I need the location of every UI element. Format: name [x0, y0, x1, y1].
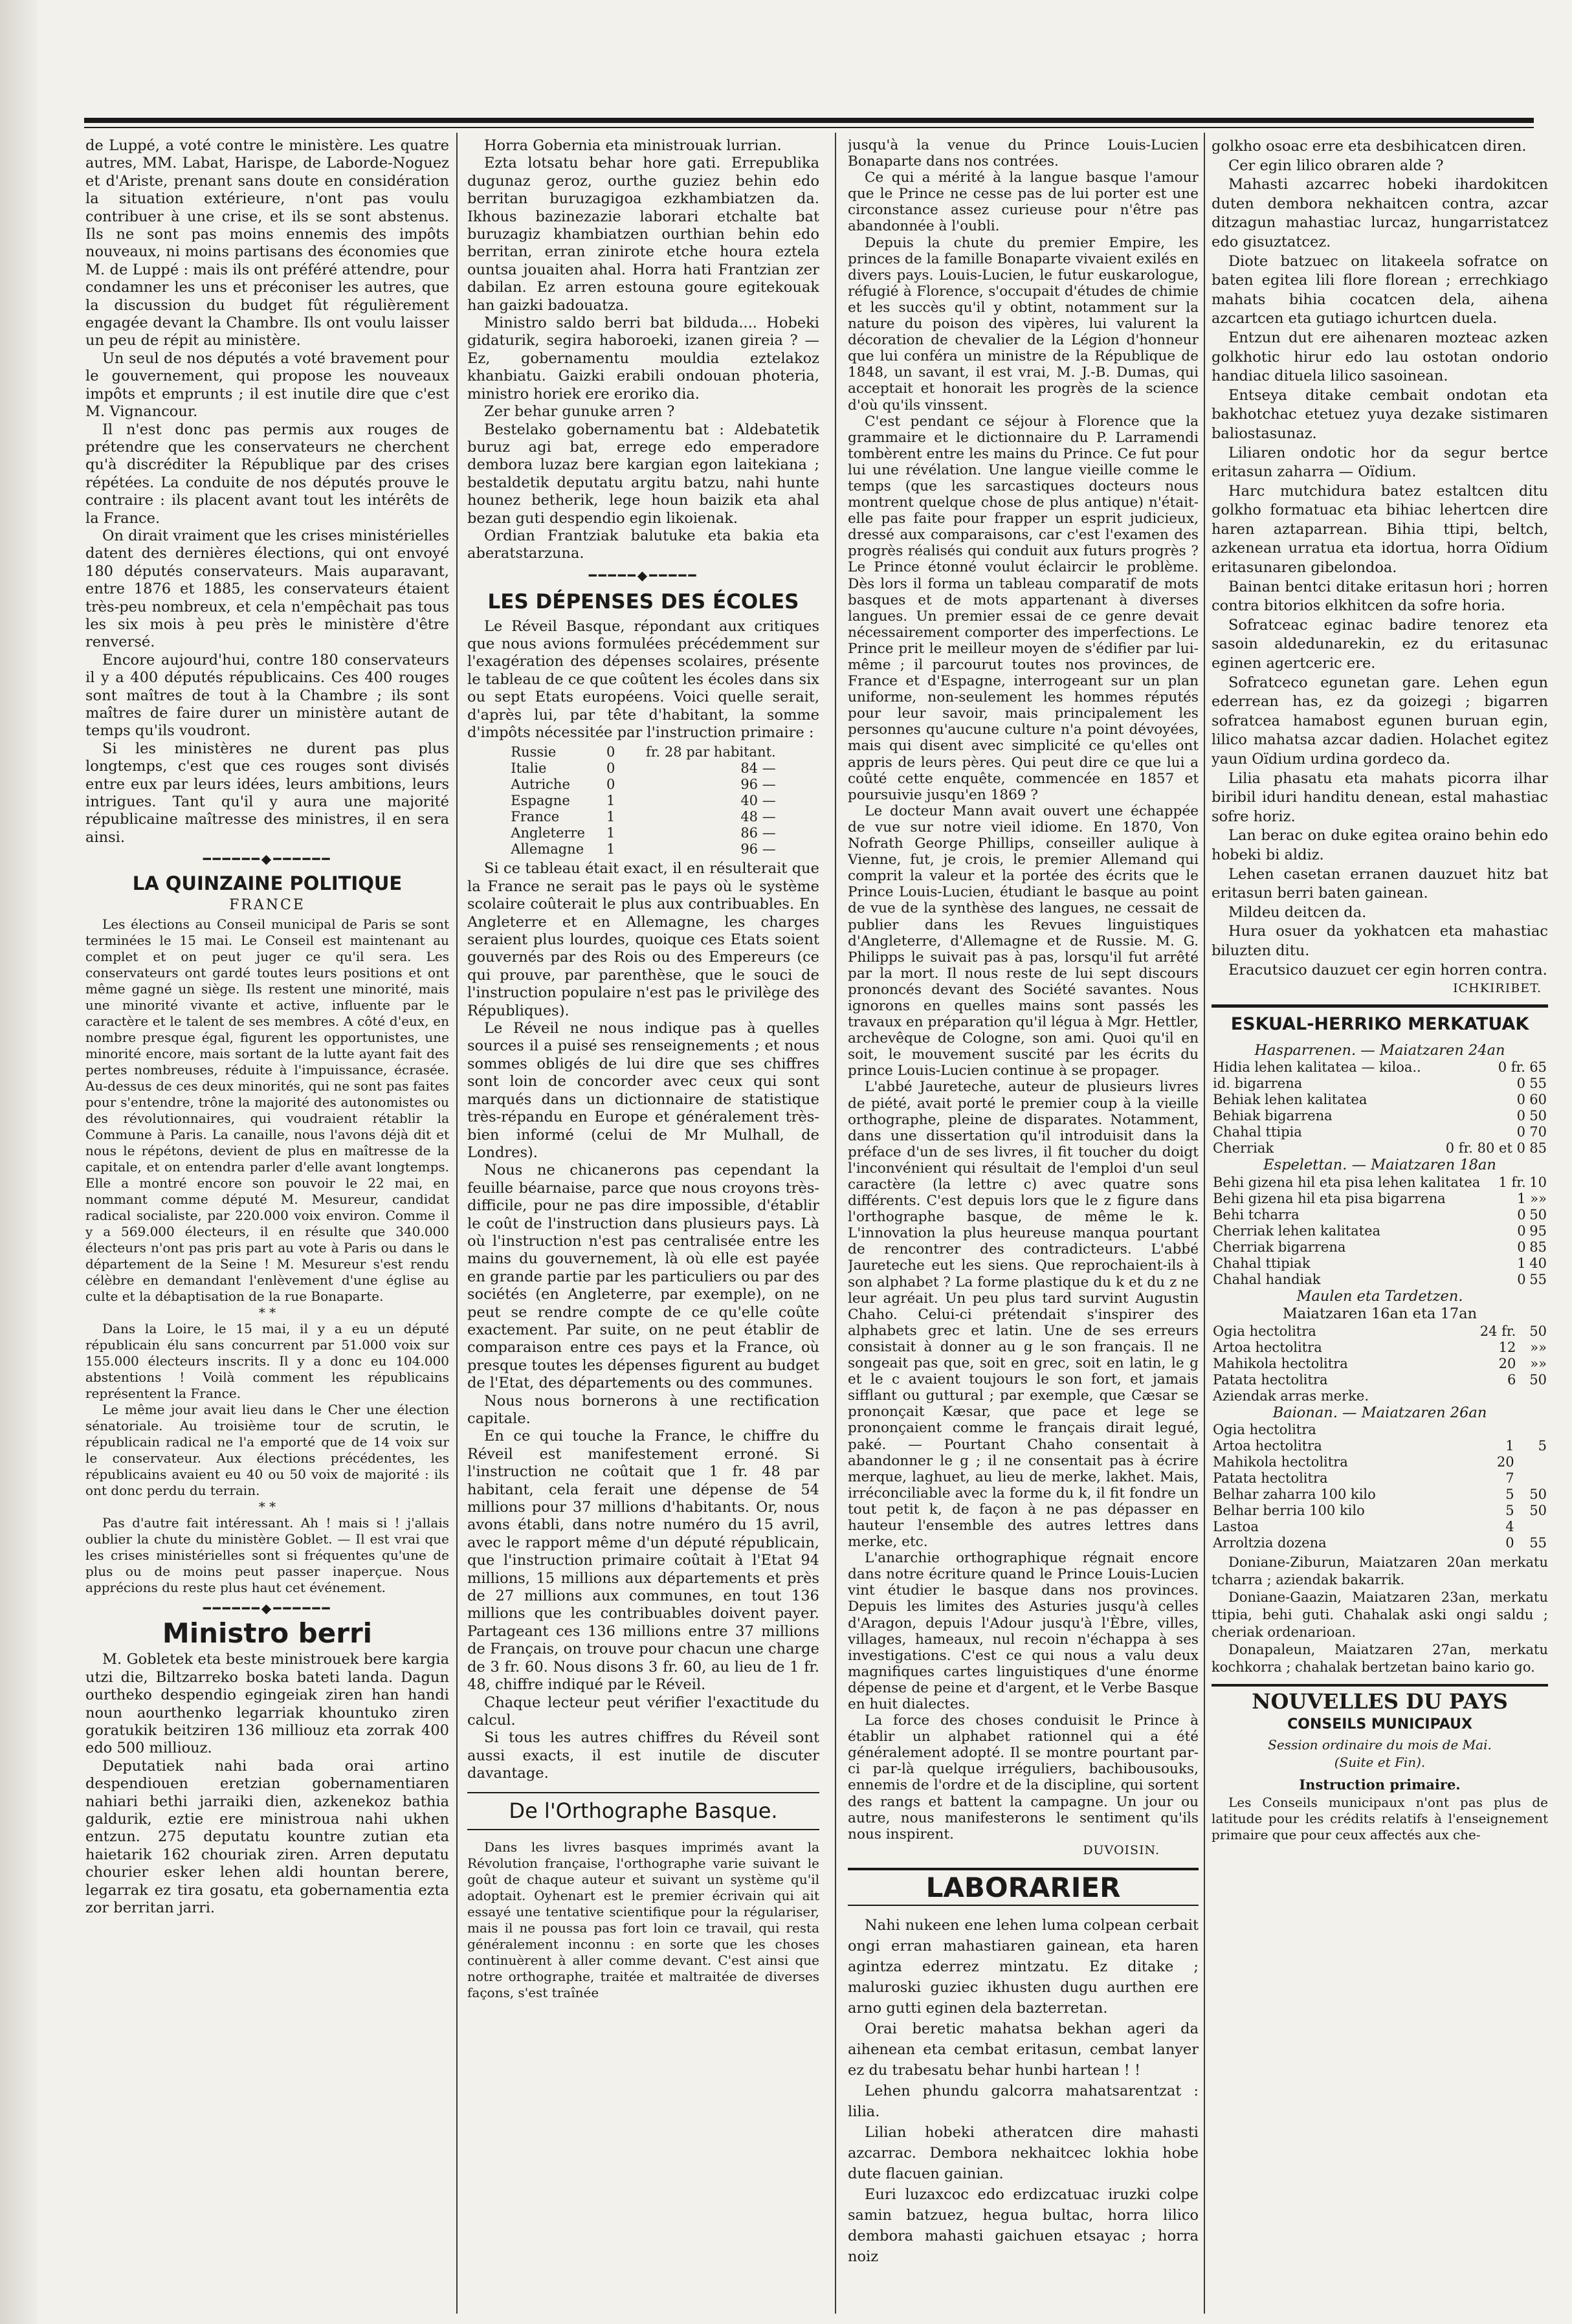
article-text: Deputatiek nahi bada orai artino despendiouen eretzian gobernamentiaren nahiari bethi jarraiki dien, azkenekoz bathia galdurik, eztie ere ministroua nahi ukhen entzun. 275 deputatu kountre zutian eta haietarik 162 chouriak ziren. Arren deputatu chourier esker lehen aldi hountan berere, legarrak ez tira gosatu, eta gobernamentia ezta zor berritan jarri. [85, 1757, 449, 1916]
market-title: Baionan. — Maiatzaren 26an [1272, 1404, 1487, 1421]
subsection-heading: CONSEILS MUNICIPAUX [1287, 1716, 1472, 1733]
article-text: Si les ministères ne durent pas plus longtemps, c'est que ces rouges sont divisés entre eux par leurs idées, leurs ambitions, leurs intrigues. Tant qu'il y aura une majorité républicaine maîtresse des ministres, il en sera ainsi. [85, 740, 449, 846]
article-text: Si ce tableau était exact, il en résulterait que la France ne serait pas le pays où le système scolaire coûterait le plus aux contribuables. En Angleterre et en Allemagne, les charges seraient plus lourdes, quoique ces Etats soient gouvernés par des Rois ou des Empereurs (ce qui prouve, par parenthèse, que le souci de l'instruction populaire n'est pas le privilège des Républiques). [467, 860, 819, 1019]
section-heading: LABORARIER [925, 1871, 1121, 1903]
table-row [1212, 1272, 1548, 1288]
session-note: Session ordinaire du mois de Mai. [1268, 1736, 1492, 1753]
table-cell: 86 — [740, 825, 776, 841]
table-cell: 50 [1529, 1108, 1547, 1124]
article-text: Le Réveil Basque, répondant aux critiques que nous avions formulées précédemment sur l'exagération des dépenses scolaires, présente le tableau de ce que coûtent les écoles dans six ou sept Etats européens. Voici quelle serait, d'après lui, par tête d'habitant, la somme d'impôts nécessitée par l'instruction primaire : [467, 617, 819, 741]
table-row [509, 793, 777, 809]
table-cell: 20 [1496, 1454, 1514, 1470]
article-text: Cer egin lilico obraren alde ? [1228, 157, 1444, 174]
table-row [1212, 1059, 1548, 1076]
table-cell: Behi gizena hil eta pisa lehen kalitatea [1213, 1174, 1481, 1190]
article-text: Ministro saldo berri bat bilduda.... Hobeki gidaturik, segira haboroeki, izanen gireia ? — Ez, gobernamentu mouldia eztelakoz khanbiatu. Gaizki erabili ondouan photeria, ministro horiek ere eroriko dia. [467, 315, 819, 403]
ornament-divider: ━━━━━◆━━━━━ [588, 567, 698, 583]
table-row [1212, 1140, 1548, 1156]
stars-divider: * * [258, 1499, 276, 1515]
ornament-divider: ━━━━━━◆━━━━━━ [203, 851, 332, 867]
table-cell: Behi gizena hil eta pisa bigarrena [1213, 1190, 1446, 1206]
article-text: jusqu'à la venue du Prince Louis-Lucien Bonaparte dans nos contrées. [848, 137, 1199, 170]
article-text: Depuis la chute du premier Empire, les princes de la famille Bonaparte vivaient exilés en divers pays. Louis-Lucien, le futur euskarologue, réfugié à Florence, s'occupait d'études de chimie et les succès qu'il y obtint, notamment sur la nature du poison des vipères, lui valurent la décoration de chevalier de la Légion d'honneur que lui conféra un ministre de la République de 1848, un savant, il est vrai, M. J.-B. Dumas, qui acceptait et honorait les progrès de la science d'où qu'ils vinssent. [848, 234, 1199, 414]
table-row [1212, 1175, 1548, 1191]
article-text: Il n'est donc pas permis aux rouges de prétendre que les conservateurs ne cherchent qu'à discréditer la République par des crises répétées. La conduite de nos députés prouve le contraire : ils placent avant tout les intérêts de la France. [85, 421, 449, 527]
table-row [509, 760, 777, 777]
table-cell: »» [1530, 1190, 1547, 1206]
table-row [1212, 1388, 1548, 1404]
table-cell: Ogia hectolitra [1213, 1421, 1316, 1437]
table-cell: Italie [511, 760, 547, 777]
table-cell: Mahikola hectolitra [1213, 1355, 1348, 1371]
table-cell: 1 [606, 825, 615, 841]
article-text: C'est pendant ce séjour à Florence que la grammaire et le dictionnaire du P. Larramendi tombèrent entre les mains du Prince. Ce fut pour lui une révélation. Une langue vieille comme le temps (que les sarcastiques docteurs nous montrent quelque chose de plus antique) n'était-elle pas faite pour frapper un esprit judicieux, dressé aux comparaisons, car c'est l'examen des progrès réalisés qui conduit aux futurs progrès ? Le Prince étonné voulut éclaircir le problème. Dès lors il forma un tableau comparatif de mots basques et de mots appartenant à diverses langues. Un premier essai de ce genre devait nécessairement comporter des imperfections. Le Prince prit le meilleur moyen de s'édifier par lui-même ; il parcourut toutes nos provinces, de France et d'Espagne, interrogeant sur un plan uniforme, non-seulement les hommes réputés pour leur savoir, mais principalement les personnes qu'aucune culture n'a point dévoyées, mais qui disent avec simplicité ce qu'elles ont appris de leurs pères. Qui peut dire ce que lui a coûté cette enquête, commencée en 1857 et poursuivie jusqu'en 1869 ? [848, 413, 1199, 803]
article-text: Zer behar gunuke arren ? [484, 403, 675, 421]
table-cell: Arroltzia dozena [1213, 1534, 1327, 1551]
table-cell: Mahikola hectolitra [1213, 1454, 1348, 1470]
article-text: Sofratceac eginac badire tenorez eta sasoin aldedunarekin, ez du eritasunac eginen agertceric ere. [1212, 616, 1548, 672]
table-cell: Ogia hectolitra [1213, 1323, 1316, 1339]
article-text: On dirait vraiment que les crises ministérielles datent des dernières élections, qui ont envoyé 180 députés conservateurs. Mais auparavant, entre 1876 et 1885, les conservateurs étaient très-peu nombreux, et cela n'empêchait pas tous les six mois à peu près le ministère d'être renversé. [85, 527, 449, 651]
stars-divider: * * [258, 1305, 276, 1321]
table-cell: 1 [606, 809, 615, 825]
table-row [1212, 1124, 1548, 1140]
table-cell: 0 [1505, 1534, 1514, 1551]
table-cell [1457, 1388, 1517, 1404]
column-separator [1204, 133, 1205, 2314]
table-cell: »» [1530, 1355, 1547, 1371]
table-cell: 12 [1498, 1339, 1516, 1355]
table-row [1212, 1092, 1548, 1108]
section-heading: ESKUAL-HERRIKO MERKATUAK [1230, 1013, 1529, 1034]
table-row [1212, 1438, 1548, 1454]
table-cell: France [511, 809, 560, 825]
table-cell: 1 [606, 841, 615, 858]
article-text: Nahi nukeen ene lehen luma colpean cerbait ongi erran mahastiaren gainean, eta haren agintza ederrez mintzatu. Ez ditake ; maluroski guziec ikhusten dugu aurthen ere arno gutti eginen dela bazterretan. [848, 1917, 1199, 2017]
table-cell: 96 — [740, 777, 776, 793]
section-rule [848, 1868, 1199, 1870]
table-cell: 0 [1516, 1092, 1525, 1108]
table-cell: 50 [1529, 1323, 1547, 1339]
market-table-espelette [1212, 1175, 1548, 1288]
table-cell: 0 [1517, 1223, 1526, 1239]
article-text: Eracutsico dauzuet cer egin horren contra. [1228, 961, 1547, 979]
table-cell: Russie [511, 744, 557, 760]
table-row [1212, 1256, 1548, 1272]
table-row [1212, 1356, 1548, 1372]
table-cell: 0 [606, 744, 615, 760]
table-cell: 48 — [740, 809, 776, 825]
table-cell: Autriche [511, 777, 570, 793]
table-cell: 0 [1517, 1206, 1526, 1223]
header-rule-thin [84, 127, 1534, 128]
table-cell: 24 fr. [1479, 1323, 1516, 1339]
table-cell: Cherriak [1213, 1140, 1274, 1156]
article-text: Ezta lotsatu behar hore gati. Errepublika dugunaz geroz, ourthe guziez behin edo berritan buruzagigoa ezkhambiatzen da. Ikhous bazinezazie laborari etchalte bat buruzagiz khambiatzen ourthian behin edo berritan, erran zinirote etche houra eztela ountsa jouaiten ahal. Horra hati Frantzian zer dabilan. Ez arren estouna goure egitekouak han gaizki badouatza. [467, 155, 819, 314]
table-cell [1483, 1422, 1515, 1438]
table-cell: 0 fr. [1498, 1059, 1525, 1076]
table-cell: 0 fr. 80 et 0 [1445, 1140, 1525, 1156]
table-cell: 84 — [740, 760, 776, 777]
article-text: Bestelako gobernamentu bat : Aldebatetik buruz agi bat, errege edo emperadore dembora luzaz bere kargian egon laitekiana ; bestaldetik deputatu argitu batzu, nahi hunte hounez betherik, lege houn baizik eta ahal bezan guti despendio egin likoienak. [467, 421, 819, 527]
table-cell: 50 [1529, 1502, 1547, 1518]
table-cell: 70 [1529, 1124, 1547, 1140]
article-text: Dans la Loire, le 15 mai, il y a eu un député républicain élu sans concurrent par 51.000 voix sur 155.000 électeurs inscrits. Il y a donc eu 104.000 abstentions ! Voilà comment les républicains représentent la France. [85, 1321, 449, 1402]
ornament-divider: ━━━━━━◆━━━━━━ [203, 1600, 332, 1617]
table-cell: 20 [1498, 1355, 1516, 1371]
article-text: Lilian hobeki atheratcen dire mahasti azcarrac. Dembora nekhaitcec lokhia hobe dute flacuen gainian. [848, 2124, 1199, 2183]
article-text: Entseya ditake cembait ondotan eta bakhotchac etetuez yuya dezake sistimaren baliostasunaz. [1212, 386, 1548, 442]
table-cell: 0 [1517, 1271, 1526, 1287]
table-row [1212, 1422, 1548, 1438]
section-rule [467, 1829, 819, 1830]
market-title: Hasparrenen. — Maiatzaren 24an [1254, 1041, 1505, 1059]
article-text: Si tous les autres chiffres du Réveil sont aussi exacts, il est inutile de discuter davantage. [467, 1729, 819, 1782]
table-cell: 40 [1529, 1255, 1547, 1271]
article-text: Le Réveil ne nous indique pas à quelles sources il a puisé ses renseignements ; et nous sommes obligés de lui dire que ses chiffres sont loin de concorder avec ceux qui sont marqués dans un dictionnaire de statistique très-répandu en Europe et généralement très-bien informé (celui de Mr Mulhall, de Londres). [467, 1020, 819, 1161]
table-row [1212, 1470, 1548, 1487]
table-cell: Cherriak bigarrena [1213, 1239, 1346, 1255]
section-rule [1212, 1004, 1548, 1008]
article-text: Les élections au Conseil municipal de Paris se sont terminées le 15 mai. Le Conseil est maintenant au complet et on peut juger ce qu'il sera. Les conservateurs ont gardé toutes leurs positions et ont même gagné un siège. Ils restent une minorité, mais une minorité vivante et active, influente par le caractère et le talent de ses membres. A côté d'eux, en nombre presque égal, figurent les opportunistes, une minorité encore, mais sortant de la lutte ayant fait des pertes nombreuses, réduite à l'impuissance, écrasée. Au-dessus de ces deux minorités, qui ne sont pas faites pour s'entendre, trône la majorité des autonomistes ou des révolutionnaires, qui voudraient rétablir la Commune à Paris. La canaille, nous l'avons déjà dit et nous le répétons, devient de plus en maîtresse de la capitale, et on entendra parler d'elle avant longtemps. Elle a montré encore son pouvoir le 22 mai, en nommant comme député M. Mesureur, candidat radical socialiste, par 220.000 voix environ. Comme il y a 569.000 électeurs, il en résulte que 340.000 électeurs n'ont pas pris part au vote à Paris ou dans le département de la Seine ! M. Mesureur s'est rendu célèbre en demandant l'enlèvement d'une église au culte et la débaptisation de la rue Bonaparte. [85, 916, 449, 1305]
market-note: Doniane-Gaazin, Maiatzaren 23an, merkatu ttipia, behi guti. Chahalak aski ongi saldu ; cheriak ordenarioan. [1212, 1589, 1548, 1640]
article-text: Les Conseils municipaux n'ont pas plus de latitude pour les crédits relatifs à l'enseignement primaire que pour ceux affectés aux che- [1212, 1795, 1548, 1843]
table-cell: Espagne [511, 793, 570, 809]
article-text: Encore aujourd'hui, contre 180 conservateurs il y a 400 députés républicains. Ces 400 rouges sont maîtres de tout à la Chambre ; ils sont maîtres de faire durer un ministère autant de temps qu'ils voudront. [85, 651, 449, 740]
header-rule [84, 118, 1534, 123]
table-row [1212, 1340, 1548, 1356]
table-cell: Hidia lehen kalitatea — kiloa.. [1213, 1059, 1421, 1076]
table-cell: 55 [1529, 1271, 1547, 1287]
session-note: (Suite et Fin). [1334, 1754, 1426, 1771]
article-text: Orai beretic mahatsa bekhan ageri da aihenean eta cembat eritasun, cembat lanyer ez du trabesatu behar hunbi hartean ! ! [848, 2020, 1199, 2079]
table-row [1212, 1191, 1548, 1207]
table-cell: 85 [1529, 1140, 1547, 1156]
article-text: Euri luzaxcoc edo erdizcatuac iruzki colpe samin batzuez, hegua bultac, horra lilico dembora mahasti gaichuen etsayac ; horra noiz [848, 2186, 1199, 2266]
market-title: Maulen eta Tardetzen. [1296, 1287, 1463, 1305]
article-text: Entzun dut ere aihenaren mozteac azken golkhotic hirur edo lau ostotan ondorio handiac dituela lilico sasoinean. [1212, 329, 1548, 385]
article-text: M. Gobletek eta beste ministrouek bere kargia utzi die, Biltzarreko boska bateti landa. Dagun ourtheko despendio egingeiak ziren han handi noun aourthenko legarriak khountuko ziren goratukik beitziren 136 milliouz eta zorrak 400 edo 500 milliouz. [85, 1651, 449, 1757]
table-cell: 7 [1505, 1470, 1514, 1486]
article-text: Bainan bentci ditake eritasun hori ; horren contra bitorios elkhitcen da sofre horia. [1212, 578, 1548, 615]
table-cell [1516, 1422, 1548, 1438]
table-row [509, 825, 777, 841]
article-text: Ce qui a mérité à la langue basque l'amour que le Prince ne cesse pas de lui porter est une circonstance assez curieuse pour n'être pas abandonnée à l'oubli. [848, 170, 1199, 235]
column-4 [1212, 137, 1548, 1843]
market-table-maulen [1212, 1323, 1548, 1404]
article-text: de Luppé, a voté contre le ministère. Les quatre autres, MM. Labat, Harispe, de Laborde-Noguez et d'Ariste, prenant sans doute en considération la situation extérieure, n'ont pas voulu contribuer à une crise, et ils se sont abstenus. Ils ne sont pas moins ennemis des impôts nouveaux, ni moins partisans des économies que M. de Luppé : mais ils ont préféré attendre, pour condamner les uns et préconiser les autres, que la discussion du budget fût régulièrement engagée devant la Chambre. Ils ont voulu laisser un peu de répit au ministère. [85, 137, 449, 349]
market-title: Espelettan. — Maiatzaren 18an [1263, 1156, 1496, 1174]
author-signature: ICHKIRIBET. [1453, 981, 1542, 996]
article-text: Sofratceco egunetan gare. Lehen egun ederrean has, ez da goizegi ; bigarren sofratcea hamabost egunen buruan egin, lilico mahatsa azcar dadien. Holachet egitez yaun Oïdium urdina gordeco da. [1212, 674, 1548, 768]
article-text: La force des choses conduisit le Prince à établir un alphabet rationnel qui a été généralement adopté. Il se montre pourtant par-ci par-là quelque irréguliers, bachibousouks, ennemis de l'ordre et de la discipline, qui sortent des rangs et battent la campagne. Un jour ou autre, nous manifesterons le sentiment qu'ils nous inspirent. [848, 1712, 1199, 1843]
cost-table [509, 744, 777, 858]
table-cell: Chahal handiak [1213, 1271, 1321, 1287]
section-rule [848, 1905, 1199, 1906]
table-row [1212, 1503, 1548, 1519]
table-row [1212, 1372, 1548, 1388]
section-rule [467, 1792, 819, 1793]
table-cell: 10 [1529, 1174, 1547, 1190]
article-text: Mildeu deitcen da. [1228, 903, 1367, 921]
table-cell: »» [1530, 1339, 1547, 1355]
article-text: Mahasti azcarrec hobeki ihardokitcen duten dembora nekhaitcen contra, azcar ditzagun mahastiac lurcaz, hungarristatcez edo gisuztatcez. [1212, 176, 1548, 250]
table-cell: Patata hectolitra [1213, 1470, 1328, 1486]
table-cell: Belhar zaharra 100 kilo [1213, 1486, 1376, 1502]
table-row [1212, 1239, 1548, 1256]
table-cell: Artoa hectolitra [1213, 1339, 1322, 1355]
table-cell: 0 [1516, 1108, 1525, 1124]
table-cell: 96 — [740, 841, 776, 858]
market-note: Donapaleun, Maiatzaren 27an, merkatu kochkorra ; chahalak bertzetan baino kario go. [1212, 1641, 1548, 1675]
table-cell: 55 [1529, 1534, 1547, 1551]
table-cell: 6 [1507, 1371, 1516, 1388]
table-cell: 5 [1505, 1486, 1514, 1502]
article-text: Harc mutchidura batez estaltcen ditu golkho formatuac eta bihiac lehertcen dire haren aztaparrean. Bihia ttipi, beltch, azkenean urratua eta idortua, horra Oïdium eritasunaren gibelondoa. [1212, 482, 1548, 577]
table-cell: 65 [1529, 1059, 1547, 1076]
table-cell: Belhar berria 100 kilo [1213, 1502, 1365, 1518]
table-cell: 60 [1529, 1092, 1547, 1108]
article-text: Hura osuer da yokhatcen eta mahastiac biluzten ditu. [1212, 923, 1548, 959]
table-cell: id. bigarrena [1213, 1076, 1303, 1092]
table-cell: 5 [1538, 1437, 1547, 1454]
table-cell: Behi tcharra [1213, 1206, 1300, 1223]
table-row [1212, 1108, 1548, 1124]
table-cell: Aziendak arras merke. [1213, 1388, 1369, 1404]
table-cell [1516, 1470, 1548, 1487]
table-cell: 4 [1505, 1518, 1514, 1534]
article-text: Chaque lecteur peut vérifier l'exactitude du calcul. [467, 1694, 819, 1729]
table-cell: Behiak bigarrena [1213, 1108, 1333, 1124]
article-text: Dans les livres basques imprimés avant la Révolution française, l'orthographe varie suivant le goût de chaque auteur et suivant un système qu'il adoptait. Oyhenart est le premier écrivain qui ait essayé une tentative scientifique pour la régulariser, mais il ne poussa pas fort loin ce travail, qui resta généralement inconnu : en sorte que les choses continuèrent à aller comme devant. C'est ainsi que notre orthographe, traitée et maltraitée de diverses façons, s'est traînée [467, 1839, 819, 2000]
article-text: L'anarchie orthographique régnait encore dans notre écriture quand le Prince Louis-Lucien vint étudier le basque dans nos provinces. Depuis les limites des Asturies jusqu'à celles d'Aragon, depuis l'Adour jusqu'à l'Èbre, villes, villages, hameaux, nul recoin n'échappa à ses investigations. C'est ce qui nous a valu deux magnifiques cartes linguistiques d'une énorme dépense de peine et d'argent, et le Verbe Basque en huit dialectes. [848, 1550, 1199, 1712]
table-row [509, 841, 777, 858]
column-3 [848, 137, 1199, 2267]
table-cell: 0 [606, 760, 615, 777]
table-cell: 1 [606, 793, 615, 809]
table-row [1212, 1207, 1548, 1223]
table-cell: Behiak lehen kalitatea [1213, 1092, 1367, 1108]
section-heading: LA QUINZAINE POLITIQUE [132, 872, 403, 894]
table-row [1212, 1223, 1548, 1239]
table-row [509, 809, 777, 825]
section-heading: Ministro berri [162, 1617, 373, 1649]
article-text: Lehen casetan erranen dauzuet hitz bat eritasun berri baten gainean. [1212, 865, 1548, 902]
table-cell: Cherriak lehen kalitatea [1213, 1223, 1381, 1239]
article-text: Liliaren ondotic hor da segur bertce eritasun zaharra — Oïdium. [1212, 444, 1548, 481]
section-heading: LES DÉPENSES DES ÉCOLES [487, 590, 799, 614]
table-cell: 1 [1517, 1190, 1526, 1206]
table-cell: 1 [1505, 1437, 1514, 1454]
article-text: golkho osoac erre eta desbihicatcen diren. [1212, 138, 1527, 155]
column-separator [835, 133, 836, 2314]
subsection-heading: FRANCE [229, 897, 305, 914]
column-2 [467, 137, 819, 2001]
table-row [509, 777, 777, 793]
article-text: Nous nous bornerons à une rectification capitale. [467, 1392, 819, 1427]
table-cell: Patata hectolitra [1213, 1371, 1328, 1388]
table-cell: 1 [1517, 1255, 1526, 1271]
article-text: L'abbé Jaureteche, auteur de plusieurs livres de piété, avait porté le premier coup à la vieille orthographe, pleine de disparates. Notamment, dans une dissertation qu'il introduisit dans la préface d'un de ses livres, il fit toucher du doigt l'inconvénient qui résultait de l'emploi d'un seul caractère (la lettre c) avec quatre sons différents. C'est depuis lors que le z figure dans l'orthographe basque, de même le k. L'innovation la plus heureuse manqua pourtant de rencontrer des contradicteurs. L'abbé Jaureteche eut les siens. Que reprochaient-ils à son alphabet ? La forme plastique du k et du z ne leur agréait. Un peu plus tard survint Augustin Chaho. Celui-ci prétendait s'inspirer des alphabets grec et latin. Une de ses erreurs consistait à donner au g le son français. Il ne songeait pas que, soit en grec, soit en latin, le g et le c avaient toujours le son fort, et jamais sifflant ou guttural ; par exemple, que Cæsar se prononçait Kæsar, que pace et lege se prononçaient comme le français dirait legué, paké. — Pourtant Chaho consentait à abandonner le g ; il ne consentait pas à écrire merque, laghuet, au lieu de merke, lakhet. Mais, irréconciliable avec la forme du k, il fit fondre un tout petit k, de façon à ne pas dépasser en hauteur l'ensemble des autres lettres dans merke, etc. [848, 1079, 1199, 1551]
table-row [1212, 1487, 1548, 1503]
table-cell: 50 [1529, 1371, 1547, 1388]
section-heading: NOUVELLES DU PAYS [1252, 1688, 1508, 1714]
table-cell: 95 [1529, 1223, 1547, 1239]
table-cell: 1 fr. [1498, 1174, 1526, 1190]
table-cell: Allemagne [511, 841, 584, 858]
table-cell: 0 [606, 777, 615, 793]
table-row [1212, 1323, 1548, 1340]
table-cell: 40 — [740, 793, 776, 809]
article-text: Lan berac on duke egitea oraino behin edo hobeki bi aldiz. [1212, 827, 1548, 863]
article-text: Lehen phundu galcorra mahatsarentzat : lilia. [848, 2083, 1199, 2121]
subsection-heading: Instruction primaire. [1299, 1776, 1461, 1793]
table-cell: Artoa hectolitra [1213, 1437, 1322, 1454]
table-cell [1516, 1519, 1548, 1535]
column-1 [85, 137, 449, 1917]
table-cell: Angleterre [511, 825, 585, 841]
table-cell: 50 [1529, 1206, 1547, 1223]
market-table-hasparren [1212, 1059, 1548, 1156]
table-cell: 85 [1529, 1239, 1547, 1255]
table-cell: Chahal ttipia [1213, 1124, 1302, 1140]
column-separator [456, 133, 458, 2314]
table-cell: Lastoa [1213, 1518, 1259, 1534]
table-cell: fr. 28 par habitant. [645, 744, 776, 760]
table-row [1212, 1535, 1548, 1551]
market-note: Doniane-Ziburun, Maiatzaren 20an merkatu tcharra ; aziendak bakarrik. [1212, 1554, 1548, 1588]
table-row [1212, 1519, 1548, 1535]
table-cell [1516, 1454, 1548, 1470]
table-cell: 5 [1505, 1502, 1514, 1518]
article-text: Un seul de nos députés a voté bravement pour le gouvernement, qui propose les nouveaux impôts et emprunts ; il est inutile dire que c'est M. Vignancour. [85, 349, 449, 421]
article-text: Ordian Frantziak balutuke eta bakia eta aberatstarzuna. [467, 527, 819, 562]
table-row [509, 744, 777, 760]
article-text: En ce qui touche la France, le chiffre du Réveil est manifestement erroné. Si l'instruction ne coûtait que 1 fr. 48 par habitant, cela ferait une dépense de 54 millions pour 37 millions d'habitants. Or, nous avons établi, dans notre numéro du 15 avril, avec le rapport même d'un député républicain, que l'instruction primaire coûtait à l'Etat 94 millions, 15 millions aux départements et près de 27 millions aux communes, en tout 136 millions que les contribuables doivent payer. Partageant ces 136 millions entre 37 millions de Français, on trouve pour chacun une charge de 3 fr. 60. Nous disons 3 fr. 60, au lieu de 1 fr. 48, chiffre indiqué par le Réveil. [467, 1428, 819, 1694]
table-row [1212, 1454, 1548, 1470]
article-text: Horra Gobernia eta ministrouak lurrian. [484, 137, 782, 154]
section-rule [1212, 1684, 1548, 1687]
author-signature: DUVOISIN. [1083, 1843, 1160, 1857]
section-heading: De l'Orthographe Basque. [509, 1798, 778, 1823]
article-text: Le docteur Mann avait ouvert une échappée de vue sur notre vieil idiome. En 1870, Von Nofrath George Phillips, conseiller aulique à Vienne, fut, je crois, le premier Allemand qui comprit la valeur et la portée des écrits que le Prince Louis-Lucien, étudiant le basque au point de vue de la synthèse des langues, ne cessait de publier dans les Revues linguistiques d'Angleterre, d'Allemagne et de Russie. M. G. Philipps le suivait pas à pas, lorsqu'il fut arrêté par la mort. Il nous reste de lui sept discours prononcés devant des Société savantes. Nous ignorons en quelles mains sont passés les travaux en préparation qu'il légua à Mgr. Hettler, archevêque de Cologne, son ami. Quoi qu'il en soit, le mouvement suscité par les écrits du prince Louis-Lucien continue à se propager. [848, 802, 1199, 1079]
article-text: Pas d'autre fait intéressant. Ah ! mais si ! j'allais oublier la chute du ministère Goblet. — Il est vrai que les crises ministérielles sont si fréquentes qu'une de plus ou de moins peut passer inaperçue. Nous apprécions du reste plus haut cet événement. [85, 1515, 449, 1596]
market-table-baionan [1212, 1422, 1548, 1551]
article-text: Nous ne chicanerons pas cependant la feuille béarnaise, parce que nous croyons très-difficile, pour ne pas dire impossible, d'établir le coût de l'instruction dans plusieurs pays. Là où l'instruction n'est pas centralisée entre les mains du gouvernement, là où elle est payée en grande partie par les particuliers ou par des sociétés (en Angleterre, par exemple), on ne peut se rendre compte de ce qu'elle coûte exactement. Par suite, on ne peut établir de comparaison entre ces pays et la France, où presque toutes les dépenses figurent au budget de l'Etat, des départements ou des communes. [467, 1162, 819, 1392]
table-cell: 0 [1516, 1124, 1525, 1140]
article-text: Lilia phasatu eta mahats picorra ilhar biribil iduri handitu denean, estal mahastiac sofre horiz. [1212, 769, 1548, 825]
page-edge [0, 0, 38, 2324]
table-cell: 0 [1516, 1076, 1525, 1092]
article-text: Le même jour avait lieu dans le Cher une élection sénatoriale. Au troisième tour de scrutin, le républicain radical ne l'a emporté que de 14 voix sur le conservateur. Aux élections précédentes, les républicains avaient eu 40 ou 50 voix de majorité : ils ont donc perdu du terrain. [85, 1402, 449, 1499]
table-cell: 55 [1529, 1076, 1547, 1092]
market-date: Maiatzaren 16an eta 17an [1282, 1305, 1478, 1323]
table-cell: 50 [1529, 1486, 1547, 1502]
table-cell [1517, 1388, 1548, 1404]
table-row [1212, 1076, 1548, 1092]
table-cell: Chahal ttipiak [1213, 1255, 1311, 1271]
article-text: Diote batzuec on litakeela sofratce on baten egitea lili flore florean ; errechkiago mahats bihia cocatcen dela, aihena azcartcen eta gutiago ichurtcen duela. [1212, 252, 1548, 327]
table-cell: 0 [1517, 1239, 1526, 1255]
